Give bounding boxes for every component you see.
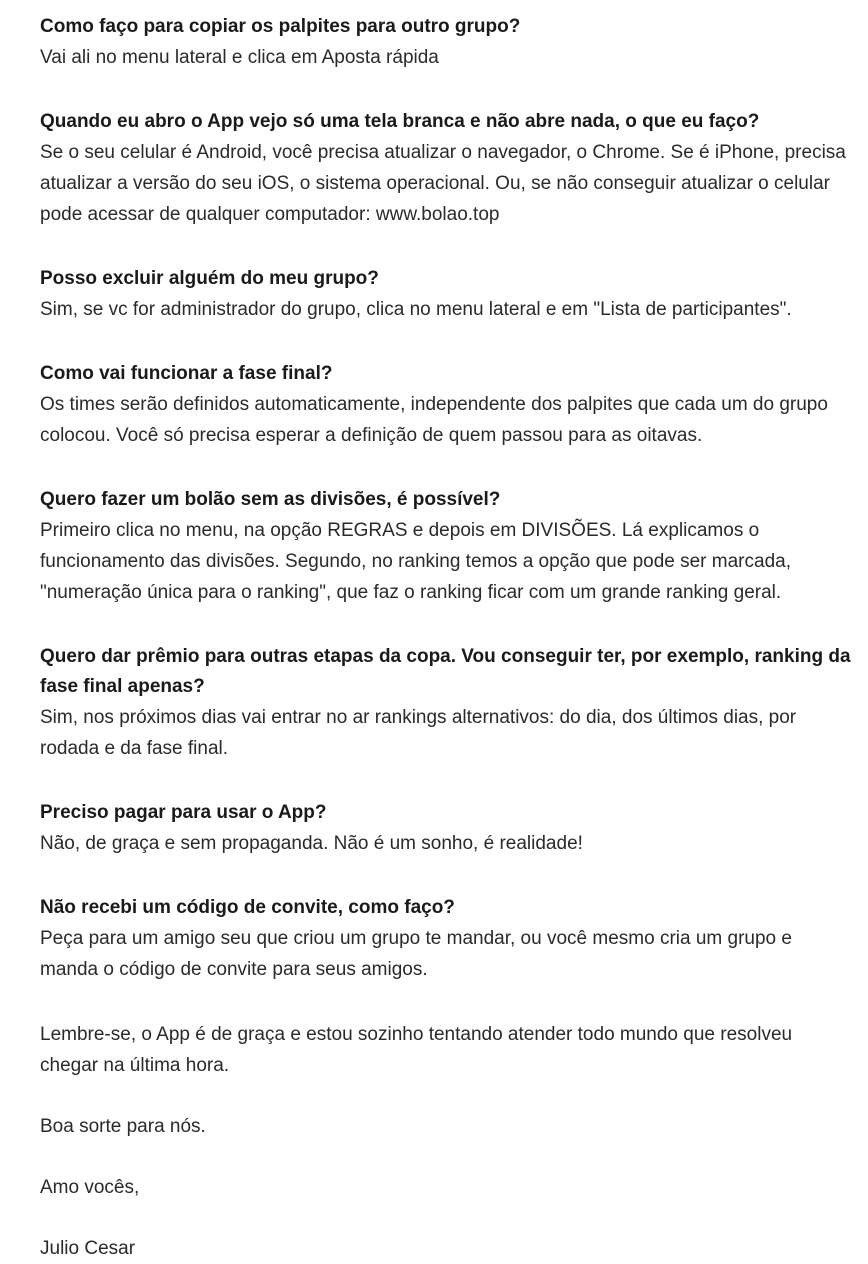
faq-question: Quando eu abro o App vejo só uma tela branca e não abre nada, o que eu faço? <box>40 111 760 132</box>
faq-item-no-divisions <box>40 485 854 608</box>
faq-answer: Primeiro clica no menu, na opção REGRAS e depois em DIVISÕES. Lá explicamos o funcionamento das divisões. Segundo, no ranking temos a opção que pode ser marcada, "numeração única para o ranking", que faz o ranking ficar com um grande ranking geral. <box>40 520 791 603</box>
faq-answer: Vai ali no menu lateral e clica em Aposta rápida <box>40 47 439 68</box>
faq-question: Preciso pagar para usar o App? <box>40 802 327 823</box>
faq-question: Como faço para copiar os palpites para outro grupo? <box>40 16 521 37</box>
faq-item-copy-guesses <box>40 12 854 73</box>
faq-item-blank-screen <box>40 107 854 230</box>
faq-item-invite-code <box>40 893 854 985</box>
faq-item-final-phase <box>40 359 854 451</box>
faq-item-stage-prizes <box>40 642 854 764</box>
faq-question: Quero dar prêmio para outras etapas da copa. Vou conseguir ter, por exemplo, ranking da fase final apenas? <box>40 646 851 697</box>
faq-item-remove-member <box>40 264 854 325</box>
closing-good-luck: Boa sorte para nós. <box>40 1116 206 1137</box>
faq-question: Como vai funcionar a fase final? <box>40 363 333 384</box>
faq-answer: Os times serão definidos automaticamente, independente dos palpites que cada um do grupo colocou. Você só precisa esperar a definição de quem passou para as oitavas. <box>40 394 828 446</box>
faq-question: Não recebi um código de convite, como faço? <box>40 897 455 918</box>
faq-answer: Sim, se vc for administrador do grupo, clica no menu lateral e em "Lista de participantes". <box>40 299 792 320</box>
signature: Julio Cesar <box>40 1238 136 1259</box>
faq-answer: Se o seu celular é Android, você precisa atualizar o navegador, o Chrome. Se é iPhone, precisa atualizar a versão do seu iOS, o sistema operacional. Ou, se não conseguir atualizar o celular pode acessar de qualquer computador: www.bolao.top <box>40 142 846 225</box>
faq-item-pricing <box>40 798 854 859</box>
faq-answer: Não, de graça e sem propaganda. Não é um sonho, é realidade! <box>40 833 583 854</box>
faq-answer: Sim, nos próximos dias vai entrar no ar rankings alternativos: do dia, dos últimos dias, por rodada e da fase final. <box>40 707 797 759</box>
faq-answer: Peça para um amigo seu que criou um grupo te mandar, ou você mesmo cria um grupo e manda o código de convite para seus amigos. <box>40 928 792 980</box>
faq-question: Posso excluir alguém do meu grupo? <box>40 268 379 289</box>
closing-sign-off: Amo vocês, <box>40 1177 140 1198</box>
faq-question: Quero fazer um bolão sem as divisões, é possível? <box>40 489 501 510</box>
closing-reminder: Lembre-se, o App é de graça e estou sozinho tentando atender todo mundo que resolveu chegar na última hora. <box>40 1024 793 1076</box>
